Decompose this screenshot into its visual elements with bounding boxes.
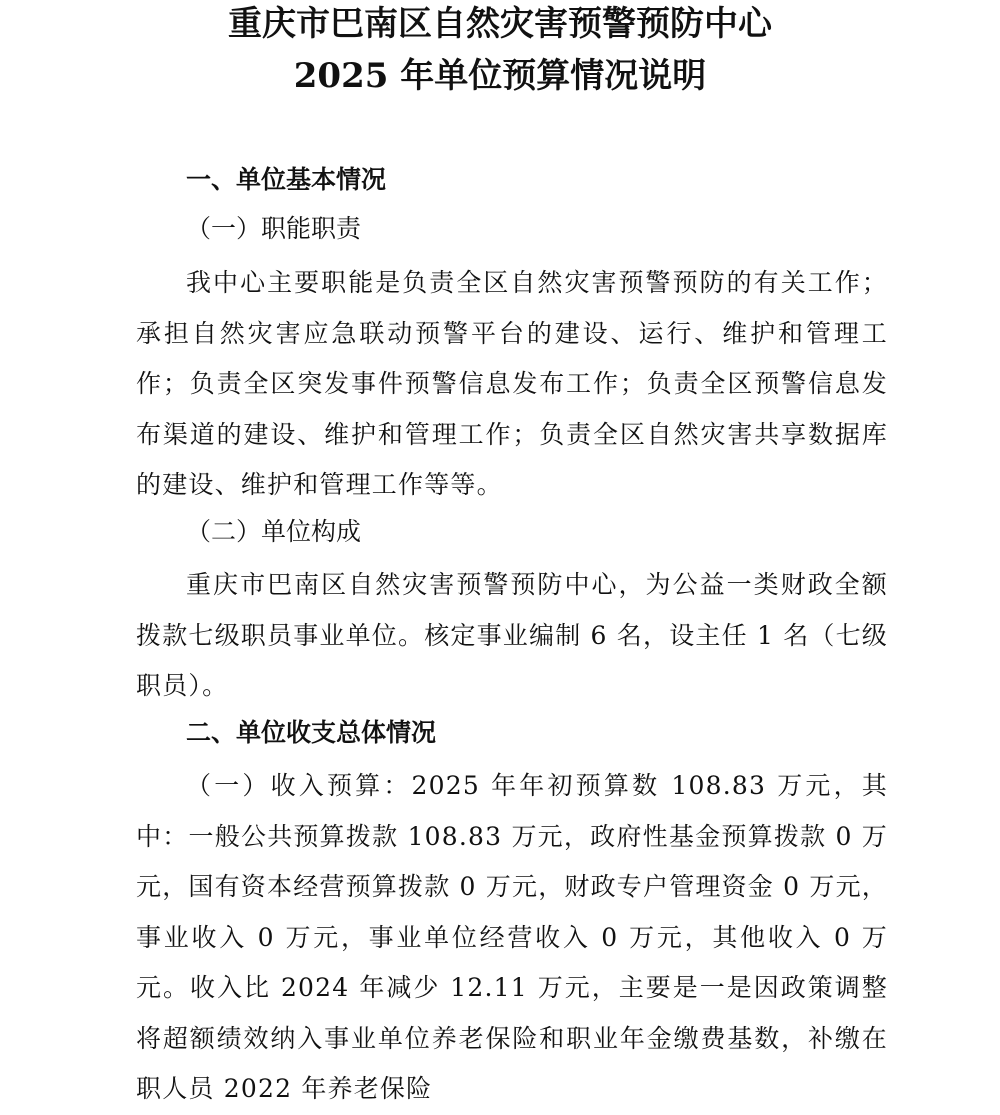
section1-sub2-paragraph: 重庆市巴南区自然灾害预警预防中心，为公益一类财政全额拨款七级职员事业单位。核定事业编制 6 名，设主任 1 名（七级职员）。 xyxy=(136,570,889,700)
document-title-line1: 重庆市巴南区自然灾害预警预防中心 xyxy=(228,4,772,44)
section1-heading: 一、单位基本情况 xyxy=(186,165,387,194)
section1-sub1-paragraph: 我中心主要职能是负责全区自然灾害预警预防的有关工作；承担自然灾害应急联动预警平台的建设、运行、维护和管理工作；负责全区突发事件预警信息发布工作；负责全区预警信息发布渠道的建设、维护和管理工作；负责全区自然灾害共享数据库的建设、维护和管理工作等等。 xyxy=(136,268,888,499)
document-title-line2: 2025 年单位预算情况说明 xyxy=(293,56,707,96)
section2-income-paragraph: （一）收入预算：2025 年年初预算数 108.83 万元，其中：一般公共预算拨款 108.83 万元，政府性基金预算拨款 0 万元，国有资本经营预算拨款 0 万元，财政专户管理资金 0 万元，事业收入 0 万元，事业单位经营收入 0 万元，其他收入 0 万元。收入比 2024 年减少 12.11 万元，主要是一是因政策调整将超额绩效纳入事业单位养老保险和职业年金缴费基数，补缴在职人员 2022 年养老保险 xyxy=(136,771,889,1103)
section1-sub2-heading: （二）单位构成 xyxy=(186,517,362,546)
section1-sub1-heading: （一）职能职责 xyxy=(186,214,362,243)
section2-heading: 二、单位收支总体情况 xyxy=(186,718,437,747)
